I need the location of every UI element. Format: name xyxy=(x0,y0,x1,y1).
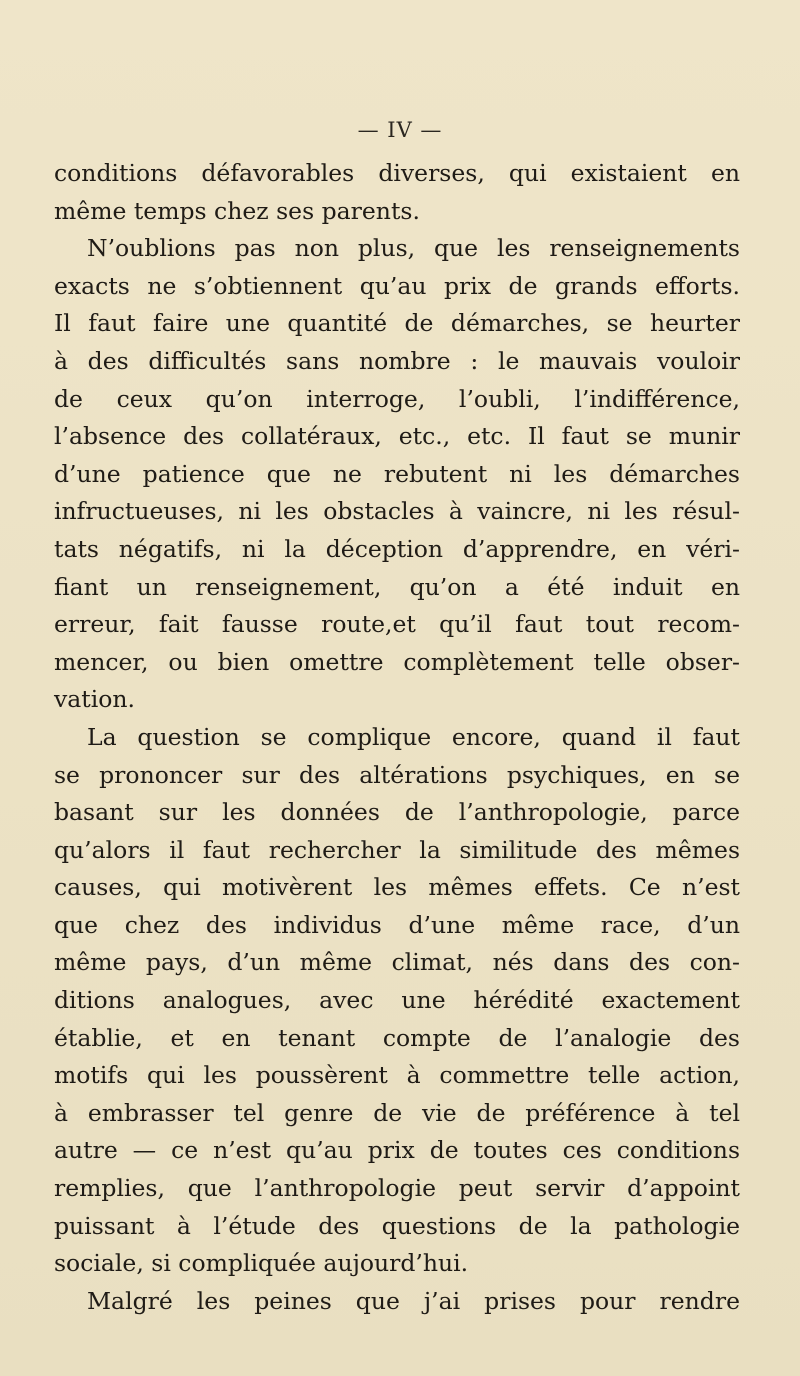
text-line: se prononcer sur des altérations psychiques, en se xyxy=(54,760,740,789)
text-line: causes, qui motivèrent les mêmes effets. Ce n’est xyxy=(54,873,740,902)
text-line: qu’alors il faut rechercher la similitude des mêmes xyxy=(54,835,740,864)
paragraph-start-line: La question se complique encore, quand il faut xyxy=(87,722,740,751)
text-line: conditions défavorables diverses, qui existaient en xyxy=(54,159,740,187)
text-line: à des difficultés sans nombre : le mauvais vouloir xyxy=(54,346,740,375)
text-line: motifs qui les poussèrent à commettre telle action, xyxy=(54,1061,740,1090)
text-line: même pays, d’un même climat, nés dans des con- xyxy=(54,948,740,977)
text-line: d’une patience que ne rebutent ni les démarches xyxy=(54,459,740,488)
text-line: mencer, ou bien omettre complètement telle obser- xyxy=(54,647,740,676)
text-line: Il faut faire une quantité de démarches, se heurter xyxy=(54,309,740,338)
text-line: tats négatifs, ni la déception d’apprendre, en véri- xyxy=(54,534,740,563)
body-text xyxy=(54,155,740,1320)
text-line: puissant à l’étude des questions de la pathologie xyxy=(54,1211,740,1240)
text-line: ditions analogues, avec une hérédité exactement xyxy=(54,986,740,1015)
text-line: même temps chez ses parents. xyxy=(54,196,420,225)
text-line: infructueuses, ni les obstacles à vaincre, ni les résul- xyxy=(54,497,740,526)
text-line: fiant un renseignement, qu’on a été induit en xyxy=(54,572,740,601)
text-line: vation. xyxy=(54,685,135,714)
text-line: autre — ce n’est qu’au prix de toutes ces conditions xyxy=(54,1136,740,1165)
text-line: l’absence des collatéraux, etc., etc. Il faut se munir xyxy=(54,422,740,451)
text-line: exacts ne s’obtiennent qu’au prix de grands efforts. xyxy=(54,271,740,300)
paragraph-start-line: N’oublions pas non plus, que les renseignements xyxy=(87,234,740,263)
text-line: établie, et en tenant compte de l’analogie des xyxy=(54,1023,740,1052)
paragraph-start-line: Malgré les peines que j’ai prises pour rendre xyxy=(87,1286,740,1315)
text-line: remplies, que l’anthropologie peut servir d’appoint xyxy=(54,1174,740,1203)
page-number: — IV — xyxy=(357,118,443,142)
text-line: de ceux qu’on interroge, l’oubli, l’indifférence, xyxy=(54,384,740,413)
text-line: basant sur les données de l’anthropologie, parce xyxy=(54,798,740,827)
text-line: que chez des individus d’une même race, d’un xyxy=(54,910,740,939)
text-line: à embrasser tel genre de vie de préférence à tel xyxy=(54,1098,740,1127)
text-line: sociale, si compliquée aujourd’hui. xyxy=(54,1249,469,1278)
text-line: erreur, fait fausse route,et qu’il faut tout recom- xyxy=(54,610,740,639)
